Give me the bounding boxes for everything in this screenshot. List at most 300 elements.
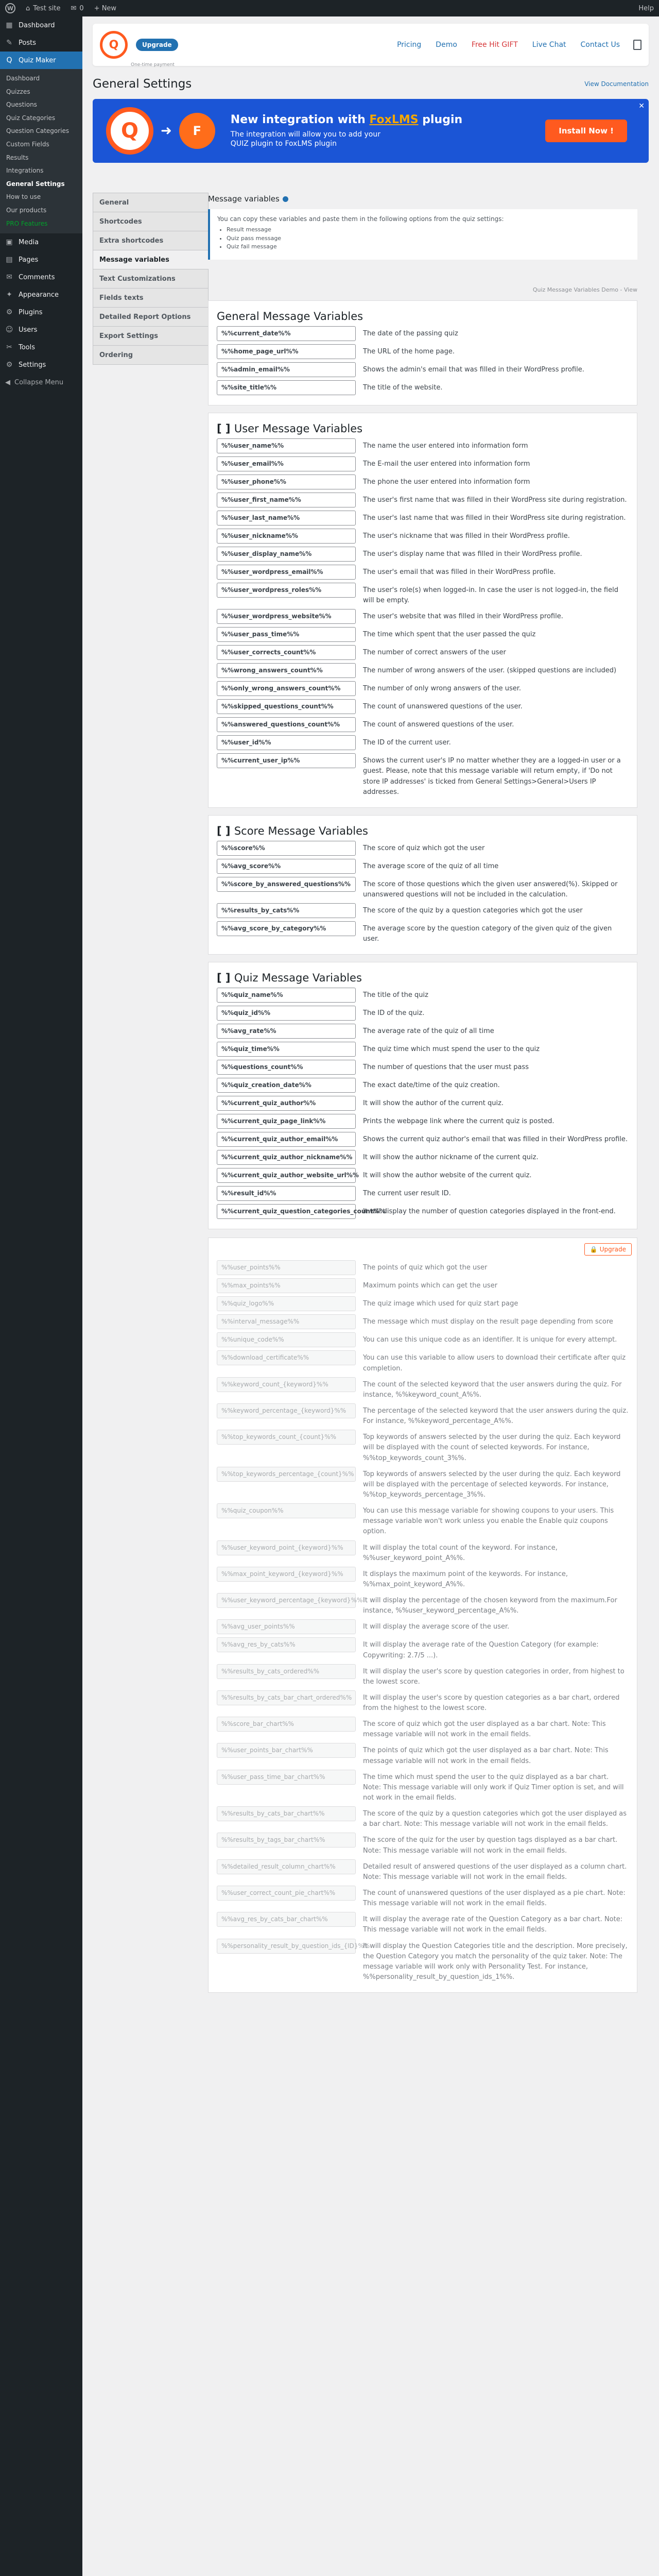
foxlms-link[interactable]: FoxLMS <box>369 113 419 126</box>
variable-input[interactable]: %%result_id%% <box>217 1186 356 1201</box>
variable-description: The ID of the current user. <box>363 739 451 747</box>
pro-variable-row <box>214 1331 632 1349</box>
variable-input: %%avg_res_by_cats%% <box>217 1637 356 1652</box>
pro-variable-row <box>214 1636 632 1662</box>
variables-section <box>208 962 637 1229</box>
sidebar-item-tools[interactable] <box>0 338 82 356</box>
sidebar-item-label: Pages <box>19 256 39 264</box>
variable-row <box>214 437 632 455</box>
variable-input[interactable]: %%user_name%% <box>217 438 356 453</box>
pro-variable-row <box>214 1715 632 1741</box>
sidebar-item-label: Posts <box>19 39 36 47</box>
variable-input[interactable]: %%quiz_id%% <box>217 1006 356 1021</box>
variable-input[interactable]: %%score_by_answered_questions%% <box>217 877 356 892</box>
section-title: [ ] Score Message Variables <box>217 824 369 837</box>
variable-description: It displays the maximum point of the keywords. For instance, %%max_point_keyword_A%%. <box>363 1570 568 1588</box>
sidebar-item-label: Media <box>19 238 39 246</box>
variable-description: The score of the quiz by a question categories which got the user <box>363 907 583 915</box>
nav-link[interactable]: Pricing <box>397 41 422 49</box>
variable-input[interactable]: %%site_title%% <box>217 380 356 395</box>
variable-description: Shows the current user's IP no matter whether they are a logged-in user or a guest. Please, note that this message variable will return empty, if 'Do not store IP addresses' is ticked from General Settings>General>Users IP addresses. <box>363 757 621 796</box>
pro-variable-row <box>214 1295 632 1313</box>
variable-description: You can use this unique code as an identifier. It is unique for every attempt. <box>363 1336 617 1344</box>
variable-row <box>214 986 632 1004</box>
variable-description: Shows the current quiz author's email that was filled in their WordPress profile. <box>363 1136 628 1144</box>
sidebar-item-dashboard[interactable] <box>0 16 82 34</box>
sidebar-item-comments[interactable] <box>0 268 82 286</box>
variable-description: The percentage of the selected keyword that the user answers during the quiz. For instance, %%keyword_percentage_A%%. <box>363 1406 629 1426</box>
variable-row <box>214 902 632 920</box>
variable-description: Prints the webpage link where the current quiz is posted. <box>363 1117 554 1126</box>
sidebar-item-media[interactable] <box>0 233 82 251</box>
sidebar-item-label: Plugins <box>19 308 43 316</box>
variable-input: %%quiz_coupon%% <box>217 1503 356 1518</box>
variable-description: It will display the percentage of the chosen keyword from the maximum.For instance, %%user_keyword_percentage_A%%. <box>363 1597 617 1615</box>
variable-row <box>214 455 632 473</box>
submenu-item[interactable]: Quizzes <box>6 88 30 95</box>
sidebar-item-label: Users <box>19 326 38 334</box>
quiz-maker-icon: Q <box>6 56 12 64</box>
sidebar-item-plugins[interactable] <box>0 303 82 321</box>
pro-variable-row <box>214 1539 632 1565</box>
variable-row <box>214 1058 632 1076</box>
variable-input: %%keyword_percentage_{keyword}%% <box>217 1403 356 1418</box>
variable-row <box>214 343 632 361</box>
variable-description: It will show the author website of the current quiz. <box>363 1172 532 1180</box>
wordpress-logo-icon: W <box>5 3 15 13</box>
variable-description: The number of wrong answers of the user. (skipped questions are included) <box>363 667 617 675</box>
variable-row <box>214 379 632 397</box>
submenu-item[interactable]: General Settings <box>6 180 65 188</box>
variable-row <box>214 509 632 527</box>
variable-input[interactable]: %%results_by_cats%% <box>217 903 356 918</box>
view-documentation-link[interactable]: View Documentation <box>584 80 649 88</box>
section-title: [ ] Quiz Message Variables <box>217 972 362 985</box>
submenu-item[interactable]: Dashboard <box>6 75 40 82</box>
variable-description: It will display the average rate of the Question Category (for example: Copywriting: 2.7/5 ...). <box>363 1641 599 1659</box>
variable-row <box>214 1184 632 1202</box>
variable-description: The title of the website. <box>363 384 443 392</box>
variable-description: The user's last name that was filled in their WordPress site during registration. <box>363 514 626 522</box>
variable-input[interactable]: %%answered_questions_count%% <box>217 717 356 732</box>
variable-description: The count of answered questions of the user. <box>363 721 514 729</box>
nav-link[interactable]: Contact Us <box>580 41 620 49</box>
submenu-item[interactable]: Quiz Categories <box>6 114 56 122</box>
variable-input[interactable]: %%user_nickname%% <box>217 529 356 544</box>
variable-row <box>214 491 632 509</box>
variable-description: The average rate of the quiz of all time <box>363 1027 494 1036</box>
variable-input: %%quiz_logo%% <box>217 1296 356 1311</box>
variable-description: It will display the number of question categories displayed in the front-end. <box>363 1208 616 1216</box>
variable-row <box>214 662 632 680</box>
variable-description: The number of correct answers of the user <box>363 649 506 657</box>
variable-input: %%avg_user_points%% <box>217 1619 356 1634</box>
home-icon: ⌂ <box>26 4 30 12</box>
variable-description: The quiz time which must spend the user to the quiz <box>363 1045 540 1054</box>
pro-variable-row <box>214 1465 632 1502</box>
pages-icon: ▤ <box>6 256 13 264</box>
variable-description: The points of quiz which got the user displayed as a bar chart. Note: This message variable will not work in the email fields. <box>363 1747 609 1765</box>
variable-description: The phone the user entered into information form <box>363 478 530 486</box>
comments-link[interactable]: ✉ 0 <box>71 4 84 12</box>
top-nav-links <box>397 41 620 49</box>
variable-description: The ID of the quiz. <box>363 1009 425 1018</box>
variable-description: The time which spent that the user passed the quiz <box>363 631 536 639</box>
variable-input[interactable]: %%score%% <box>217 841 356 856</box>
pro-variable-row <box>214 1428 632 1465</box>
variable-description: The quiz image which used for quiz start page <box>363 1300 518 1308</box>
comment-icon: ✉ <box>71 4 77 12</box>
pro-variable-row <box>214 1884 632 1910</box>
variable-description: The title of the quiz <box>363 991 428 999</box>
variable-row <box>214 1166 632 1184</box>
variable-input[interactable]: %%current_quiz_page_link%% <box>217 1114 356 1129</box>
variable-description: The E-mail the user entered into information form <box>363 460 530 468</box>
variable-input: %%interval_message%% <box>217 1314 356 1329</box>
pro-variable-row <box>214 1663 632 1689</box>
tab-extra-shortcodes[interactable]: Extra shortcodes <box>93 231 209 250</box>
admin-sidebar <box>0 16 82 2576</box>
variable-input[interactable]: %%current_quiz_question_categories_count%% <box>217 1204 356 1219</box>
posts-icon: ✎ <box>6 39 12 47</box>
wordpress-menu[interactable] <box>0 0 21 16</box>
variable-description: It will show the author of the current quiz. <box>363 1099 504 1108</box>
variable-description: The URL of the home page. <box>363 348 455 355</box>
upgrade-subtext: One-time payment <box>131 62 175 67</box>
submenu-item[interactable]: Integrations <box>6 167 44 175</box>
notice-item: • Quiz fail message <box>227 243 630 251</box>
submenu-item[interactable]: How to use <box>6 193 41 201</box>
variable-description: It will display the Question Categories title and the description. More precisely, the Question Category you match the personality of the quiz taker. Note: The message variable will work only with Personality Test. For instance, %%personality_result_by_question_ids_1%%. <box>363 1942 628 1981</box>
variable-input[interactable]: %%only_wrong_answers_count%% <box>217 681 356 696</box>
pro-variable-row <box>214 1937 632 1985</box>
section-title: General Message Variables <box>217 310 363 323</box>
variable-description: The score of quiz which got the user <box>363 844 485 852</box>
foxlms-logo-icon: F <box>179 113 215 149</box>
variable-input: %%max_point_keyword_{keyword}%% <box>217 1567 356 1582</box>
quiz-maker-logo-icon: Q <box>106 107 153 155</box>
variable-row <box>214 1202 632 1221</box>
message-variables-panel <box>208 193 637 1993</box>
tab-general[interactable]: General <box>93 193 209 212</box>
variable-input: %%avg_res_by_cats_bar_chart%% <box>217 1912 356 1927</box>
variables-section <box>208 300 637 405</box>
comments-icon: ✉ <box>6 273 12 282</box>
variable-description: The message which must display on the result page depending from score <box>363 1318 613 1326</box>
variable-row <box>214 643 632 662</box>
collapse-menu-button[interactable]: ◀ Collapse Menu <box>5 379 64 387</box>
variable-input: %%user_points_bar_chart%% <box>217 1743 356 1758</box>
variable-input: %%max_points%% <box>217 1278 356 1293</box>
pro-variable-row <box>214 1689 632 1715</box>
pro-variable-row <box>214 1313 632 1331</box>
variable-row <box>214 698 632 716</box>
variable-row <box>214 734 632 752</box>
variable-input: %%score_bar_chart%% <box>217 1717 356 1732</box>
variable-description: The exact date/time of the quiz creation. <box>363 1081 500 1090</box>
pro-variable-row <box>214 1805 632 1831</box>
variable-row <box>214 527 632 545</box>
variable-input[interactable]: %%user_wordpress_roles%% <box>217 583 356 598</box>
close-icon[interactable]: ✕ <box>638 102 645 110</box>
variable-description: The name the user entered into information form <box>363 442 528 450</box>
variable-row <box>214 607 632 625</box>
variable-row <box>214 1148 632 1166</box>
page-title-row <box>93 77 649 91</box>
variable-input: %%results_by_cats_ordered%% <box>217 1664 356 1679</box>
upgrade-badge[interactable]: 🔒 Upgrade <box>584 1243 632 1256</box>
plugins-icon: ⚙ <box>6 308 13 317</box>
pro-variable-row <box>214 1565 632 1591</box>
variable-description: The current user result ID. <box>363 1190 451 1198</box>
variable-description: The date of the passing quiz <box>363 330 458 337</box>
variable-input: %%user_points%% <box>217 1260 356 1275</box>
tab-detailed-report-options[interactable]: Detailed Report Options <box>93 307 209 327</box>
variable-row <box>214 581 632 607</box>
banner-headline: New integration with FoxLMS plugin <box>230 113 463 126</box>
tab-ordering[interactable]: Ordering <box>93 345 209 365</box>
variables-notice: You can copy these variables and paste them in the following options from the quiz settings: • Result message • Quiz pass message • Quiz fail message <box>208 209 637 260</box>
admin-bar <box>0 0 659 16</box>
tab-message-variables[interactable]: Message variables <box>93 250 209 269</box>
pro-variable-row <box>214 1831 632 1857</box>
sidebar-item-label: Comments <box>19 273 55 281</box>
tab-shortcodes[interactable]: Shortcodes <box>93 212 209 231</box>
variable-description: The score of those questions which the given user answered(%). Skipped or unanswered questions will not be included in the calculation. <box>363 880 618 899</box>
variable-description: The user's display name that was filled in their WordPress profile. <box>363 550 582 558</box>
variable-row <box>214 680 632 698</box>
pro-variable-row <box>214 1910 632 1937</box>
site-name-link[interactable]: ⌂ Test site <box>26 4 61 12</box>
users-icon: ☺ <box>5 326 13 334</box>
sidebar-item-label: Appearance <box>19 291 59 299</box>
tab-text-customizations[interactable]: Text Customizations <box>93 269 209 289</box>
variable-input: %%personality_result_by_question_ids_{ID}%% <box>217 1939 356 1954</box>
tools-icon: ✂ <box>6 343 12 352</box>
variable-description: Maximum points which can get the user <box>363 1282 498 1290</box>
pro-variable-row <box>214 1277 632 1295</box>
variables-section <box>208 815 637 955</box>
media-icon: ▣ <box>6 238 13 247</box>
variable-input[interactable]: %%current_user_ip%% <box>217 753 356 768</box>
variable-input[interactable]: %%user_first_name%% <box>217 493 356 507</box>
banner-text: The integration will allow you to add your QUIZ plugin to FoxLMS plugin <box>230 130 380 148</box>
nav-link[interactable]: Demo <box>436 41 457 49</box>
variable-description: The score of the quiz by a question categories which got the user displayed as a bar chart. Note: This message variable will not work in the email fields. <box>363 1810 627 1828</box>
tab-fields-texts[interactable]: Fields texts <box>93 288 209 308</box>
pro-variable-row <box>214 1618 632 1636</box>
nav-link[interactable]: Live Chat <box>532 41 566 49</box>
section-title: [ ] User Message Variables <box>217 422 363 435</box>
pro-variable-row <box>214 1858 632 1884</box>
variable-input[interactable]: %%avg_rate%% <box>217 1024 356 1039</box>
pro-variable-row <box>214 1376 632 1402</box>
tutorial-link[interactable]: Quiz Message Variables Demo - View <box>532 286 637 293</box>
variable-input: %%download_certificate%% <box>217 1350 356 1365</box>
variable-input[interactable]: %%current_quiz_author_website_url%% <box>217 1168 356 1183</box>
pro-variable-row <box>214 1402 632 1428</box>
upgrade-button[interactable]: Upgrade <box>136 39 178 51</box>
variable-description: The number of questions that the user must pass <box>363 1063 529 1072</box>
variable-input[interactable]: %%skipped_questions_count%% <box>217 699 356 714</box>
trash-icon[interactable] <box>633 40 641 50</box>
variable-input[interactable]: %%user_wordpress_website%% <box>217 609 356 624</box>
variable-row <box>214 361 632 379</box>
variable-row <box>214 875 632 902</box>
variable-input[interactable]: %%admin_email%% <box>217 362 356 377</box>
variable-description: The count of unanswered questions of the user displayed as a pie chart. Note: This message variable will not work in the email fields. <box>363 1889 626 1908</box>
quiz-maker-logo-icon: Q <box>100 31 128 59</box>
variable-input[interactable]: %%user_display_name%% <box>217 547 356 562</box>
variable-input: %%results_by_tags_bar_chart%% <box>217 1833 356 1848</box>
tab-export-settings[interactable]: Export Settings <box>93 326 209 346</box>
variable-input[interactable]: %%user_pass_time%% <box>217 627 356 642</box>
variable-description: The time which must spend the user to the quiz displayed as a bar chart. Note: This message variable will only work if Quiz Timer option is set, and will not work in the email fields. <box>363 1773 624 1802</box>
variable-input: %%results_by_cats_bar_chart_ordered%% <box>217 1690 356 1705</box>
plugin-top-nav <box>93 24 649 66</box>
new-content-link[interactable]: + New <box>94 4 117 12</box>
variable-row <box>214 1022 632 1040</box>
variable-input[interactable]: %%current_date%% <box>217 326 356 341</box>
variable-description: The number of only wrong answers of the user. <box>363 685 522 693</box>
variable-description: The average score of the quiz of all time <box>363 862 499 870</box>
variable-description: The count of unanswered questions of the user. <box>363 703 523 711</box>
variable-input: %%top_keywords_percentage_{count}%% <box>217 1467 356 1482</box>
section-heading: Message variables <box>208 193 637 205</box>
variable-row <box>214 1130 632 1148</box>
variable-input[interactable]: %%questions_count%% <box>217 1060 356 1075</box>
sidebar-item-users[interactable] <box>0 321 82 338</box>
variable-row <box>214 1040 632 1058</box>
notice-item: • Quiz pass message <box>227 234 630 243</box>
variable-description: The score of the quiz for the user by question tags displayed as a bar chart. Note: This message variable will not work in the email fields. <box>363 1836 618 1855</box>
variable-description: The user's nickname that was filled in their WordPress profile. <box>363 532 570 540</box>
variable-input[interactable]: %%user_wordpress_email%% <box>217 565 356 580</box>
variable-input[interactable]: %%user_corrects_count%% <box>217 645 356 660</box>
variable-row <box>214 839 632 857</box>
variable-row <box>214 920 632 946</box>
variable-input[interactable]: %%avg_score_by_category%% <box>217 921 356 936</box>
variable-input: %%unique_code%% <box>217 1332 356 1347</box>
install-now-button[interactable]: Install Now ! <box>545 120 627 142</box>
arrow-right-icon: ➜ <box>161 123 172 139</box>
pro-variables-box <box>208 1238 637 1993</box>
variable-input[interactable]: %%home_page_url%% <box>217 344 356 359</box>
variable-row <box>214 752 632 799</box>
variable-description: It will display the average rate of the Question Category as a bar chart. Note: This message variable will not work in the email fields. <box>363 1916 623 1934</box>
variables-section <box>208 413 637 808</box>
variable-row <box>214 1112 632 1130</box>
pro-variable-row <box>214 1591 632 1618</box>
pro-variable-row <box>214 1502 632 1538</box>
integration-banner <box>93 99 649 163</box>
variable-description: It will display the user's score by question categories as a bar chart, ordered from the highest to the lowest score. <box>363 1693 620 1713</box>
appearance-icon: ✦ <box>6 291 12 299</box>
sidebar-item-label: Dashboard <box>19 21 55 29</box>
variable-description: The user's website that was filled in their WordPress profile. <box>363 613 563 621</box>
settings-icon: ⚙ <box>6 361 13 369</box>
pro-variable-row <box>214 1349 632 1375</box>
variable-input[interactable]: %%quiz_time%% <box>217 1042 356 1057</box>
variable-row <box>214 1004 632 1022</box>
submenu-item[interactable]: Question Categories <box>6 127 70 135</box>
sidebar-item-appearance[interactable] <box>0 286 82 303</box>
variable-input[interactable]: %%current_quiz_author_email%% <box>217 1132 356 1147</box>
variable-row <box>214 473 632 491</box>
sidebar-item-label: Tools <box>19 343 36 351</box>
variable-input: %%top_keywords_count_{count}%% <box>217 1430 356 1445</box>
submenu-item[interactable]: PRO Features <box>6 219 48 227</box>
sidebar-item-label: Settings <box>19 361 46 369</box>
sidebar-item-posts[interactable] <box>0 34 82 52</box>
variable-input[interactable]: %%avg_score%% <box>217 859 356 874</box>
pro-variable-row <box>214 1259 632 1277</box>
submenu-item[interactable]: Results <box>6 154 29 161</box>
variable-row <box>214 563 632 581</box>
variable-description: The user's first name that was filled in their WordPress site during registration. <box>363 496 627 504</box>
variable-input: %%user_pass_time_bar_chart%% <box>217 1770 356 1785</box>
pro-variable-row <box>214 1768 632 1805</box>
variable-input: %%user_keyword_percentage_{keyword}%% <box>217 1593 356 1608</box>
variable-description: The average score by the question category of the given quiz of the given user. <box>363 925 612 943</box>
page-title: General Settings <box>93 77 192 91</box>
submenu-item[interactable]: Questions <box>6 101 37 109</box>
variable-description: It will show the author nickname of the current quiz. <box>363 1154 539 1162</box>
sidebar-item-pages[interactable] <box>0 251 82 268</box>
sidebar-item-quiz-maker[interactable]: Q Quiz Maker <box>0 52 82 69</box>
variable-input[interactable]: %%current_quiz_author_nickname%% <box>217 1150 356 1165</box>
variable-input[interactable]: %%user_last_name%% <box>217 511 356 526</box>
nav-link[interactable]: Free Hit GIFT <box>471 41 518 49</box>
variable-row <box>214 325 632 343</box>
sidebar-item-settings[interactable] <box>0 356 82 374</box>
variable-row <box>214 545 632 563</box>
variable-input[interactable]: %%current_quiz_author%% <box>217 1096 356 1111</box>
variable-input: %%keyword_count_{keyword}%% <box>217 1377 356 1392</box>
variable-row <box>214 1076 632 1094</box>
variable-row <box>214 625 632 643</box>
submenu-item[interactable]: Custom Fields <box>6 140 49 148</box>
dashboard-icon: ▦ <box>6 21 13 29</box>
notice-item: • Result message <box>227 226 630 234</box>
variable-input: %%user_correct_count_pie_chart%% <box>217 1886 356 1901</box>
settings-tabs <box>93 193 209 364</box>
variable-description: Top keywords of answers selected by the user during the quiz. Each keyword will be displayed with the percentage of selected keywords. For instance, %%top_keywords_percentage_3%%. <box>363 1470 621 1499</box>
help-link[interactable]: Help <box>638 4 654 12</box>
variable-description: You can use this variable to allow users to download their certificate after quiz completion. <box>363 1354 626 1372</box>
variable-description: It will display the user's score by question categories in order, from highest to the lowest score. <box>363 1667 625 1686</box>
quiz-maker-submenu <box>0 69 82 233</box>
variable-row <box>214 1094 632 1112</box>
variable-input[interactable]: %%quiz_creation_date%% <box>217 1078 356 1093</box>
variable-input[interactable]: %%user_id%% <box>217 735 356 750</box>
variable-description: It will display the total count of the keyword. For instance, %%user_keyword_point_A%%. <box>363 1544 558 1562</box>
variable-description: Top keywords of answers selected by the user during the quiz. Each keyword will be displayed with the count of selected keywords. For instance, %%top_keywords_count_3%%. <box>363 1433 621 1462</box>
variable-description: The score of quiz which got the user displayed as a bar chart. Note: This message variable will not work in the email fields. <box>363 1720 606 1739</box>
variable-input[interactable]: %%user_phone%% <box>217 474 356 489</box>
variable-input[interactable]: %%quiz_name%% <box>217 988 356 1003</box>
info-icon[interactable] <box>283 196 288 202</box>
variable-description: You can use this message variable for showing coupons to your users. This message variable won't work unless you enable the Enable quiz coupons option. <box>363 1507 614 1536</box>
variable-input: %%detailed_result_column_chart%% <box>217 1859 356 1874</box>
variable-description: The points of quiz which got the user <box>363 1264 488 1272</box>
pro-variable-row <box>214 1741 632 1768</box>
variable-input[interactable]: %%user_email%% <box>217 456 356 471</box>
collapse-icon: ◀ <box>5 379 10 387</box>
submenu-item[interactable]: Our products <box>6 206 47 214</box>
variable-input[interactable]: %%wrong_answers_count%% <box>217 663 356 678</box>
variable-row <box>214 857 632 875</box>
